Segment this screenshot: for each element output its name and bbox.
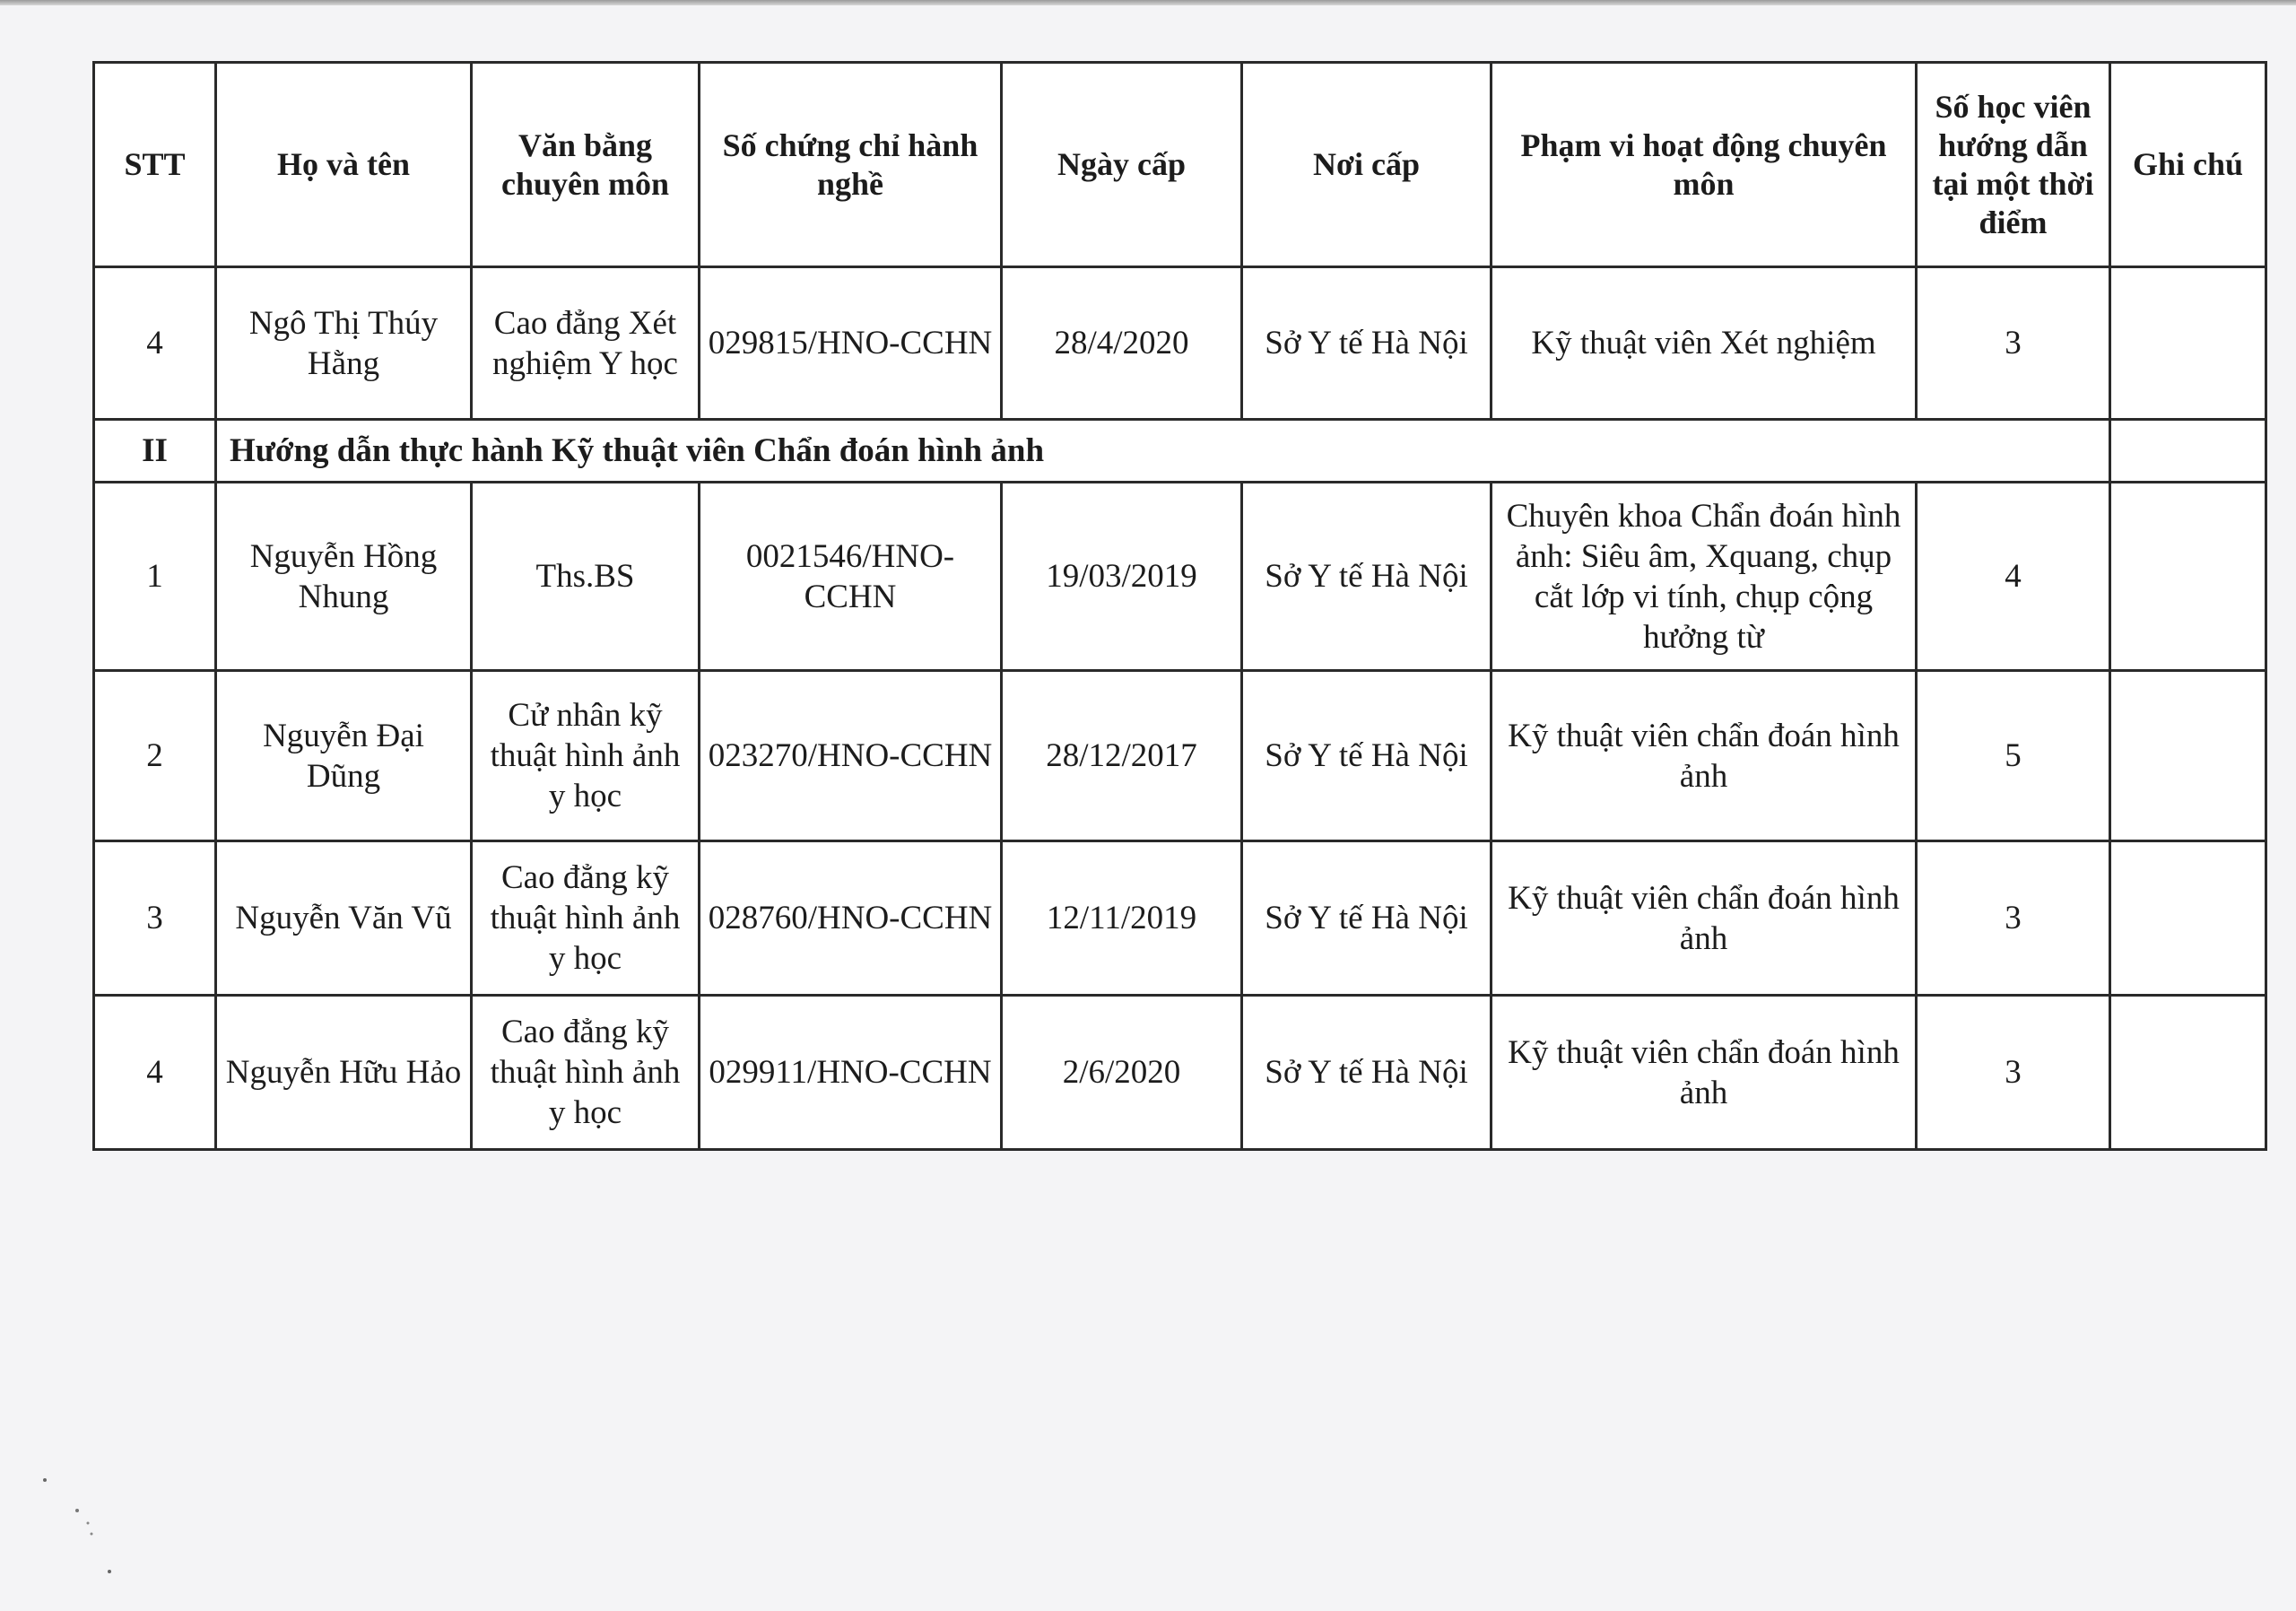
cell-notes — [2110, 420, 2266, 483]
cell-students: 3 — [1917, 841, 2110, 996]
cell-degree: Cao đẳng kỹ thuật hình ảnh y học — [472, 841, 700, 996]
table-row — [94, 671, 2266, 841]
cell-name: Nguyễn Đại Dũng — [216, 671, 472, 841]
section-number: II — [94, 420, 216, 483]
cell-degree: Cử nhân kỹ thuật hình ảnh y học — [472, 671, 700, 841]
cell-students: 4 — [1917, 483, 2110, 671]
cell-issue-date: 12/11/2019 — [1002, 841, 1242, 996]
table-row — [94, 996, 2266, 1150]
cell-degree: Cao đẳng Xét nghiệm Y học — [472, 267, 700, 420]
cell-issue-date: 28/12/2017 — [1002, 671, 1242, 841]
cell-name: Nguyễn Hồng Nhung — [216, 483, 472, 671]
cell-stt: 3 — [94, 841, 216, 996]
cell-degree: Ths.BS — [472, 483, 700, 671]
cell-stt: 4 — [94, 996, 216, 1150]
cell-issue-place: Sở Y tế Hà Nội — [1242, 841, 1492, 996]
header-certificate: Số chứng chỉ hành nghề — [700, 63, 1002, 267]
cell-notes — [2110, 267, 2266, 420]
cell-certificate: 029815/HNO-CCHN — [700, 267, 1002, 420]
cell-scope: Chuyên khoa Chẩn đoán hình ảnh: Siêu âm, Xquang, chụp cắt lớp vi tính, chụp cộng hưởng từ — [1492, 483, 1917, 671]
cell-stt: 4 — [94, 267, 216, 420]
cell-scope: Kỹ thuật viên chẩn đoán hình ảnh — [1492, 841, 1917, 996]
cell-students: 3 — [1917, 267, 2110, 420]
header-degree: Văn bằng chuyên môn — [472, 63, 700, 267]
header-issue-place: Nơi cấp — [1242, 63, 1492, 267]
cell-degree: Cao đẳng kỹ thuật hình ảnh y học — [472, 996, 700, 1150]
section-row — [94, 420, 2266, 483]
header-stt: STT — [94, 63, 216, 267]
cell-notes — [2110, 483, 2266, 671]
cell-notes — [2110, 996, 2266, 1150]
scan-top-edge — [0, 0, 2296, 5]
cell-notes — [2110, 671, 2266, 841]
cell-issue-date: 28/4/2020 — [1002, 267, 1242, 420]
cell-scope: Kỹ thuật viên chẩn đoán hình ảnh — [1492, 671, 1917, 841]
cell-issue-date: 19/03/2019 — [1002, 483, 1242, 671]
cell-issue-place: Sở Y tế Hà Nội — [1242, 267, 1492, 420]
cell-certificate: 028760/HNO-CCHN — [700, 841, 1002, 996]
cell-issue-place: Sở Y tế Hà Nội — [1242, 671, 1492, 841]
table-row — [94, 841, 2266, 996]
header-issue-date: Ngày cấp — [1002, 63, 1242, 267]
cell-name: Ngô Thị Thúy Hằng — [216, 267, 472, 420]
cell-certificate: 023270/HNO-CCHN — [700, 671, 1002, 841]
header-scope: Phạm vi hoạt động chuyên môn — [1492, 63, 1917, 267]
table-header-row — [94, 63, 2266, 267]
header-notes: Ghi chú — [2110, 63, 2266, 267]
cell-issue-place: Sở Y tế Hà Nội — [1242, 996, 1492, 1150]
cell-notes — [2110, 841, 2266, 996]
cell-stt: 1 — [94, 483, 216, 671]
cell-scope: Kỹ thuật viên chẩn đoán hình ảnh — [1492, 996, 1917, 1150]
instructor-table — [92, 61, 2267, 1151]
header-students: Số học viên hướng dẫn tại một thời điểm — [1917, 63, 2110, 267]
cell-certificate: 029911/HNO-CCHN — [700, 996, 1002, 1150]
cell-name: Nguyễn Văn Vũ — [216, 841, 472, 996]
cell-issue-place: Sở Y tế Hà Nội — [1242, 483, 1492, 671]
cell-stt: 2 — [94, 671, 216, 841]
table-row — [94, 483, 2266, 671]
cell-scope: Kỹ thuật viên Xét nghiệm — [1492, 267, 1917, 420]
scan-specks — [36, 1471, 144, 1597]
cell-name: Nguyễn Hữu Hảo — [216, 996, 472, 1150]
header-name: Họ và tên — [216, 63, 472, 267]
table-row — [94, 267, 2266, 420]
section-title: Hướng dẫn thực hành Kỹ thuật viên Chẩn đoán hình ảnh — [216, 420, 2110, 483]
cell-certificate: 0021546/HNO-CCHN — [700, 483, 1002, 671]
cell-issue-date: 2/6/2020 — [1002, 996, 1242, 1150]
cell-students: 3 — [1917, 996, 2110, 1150]
cell-students: 5 — [1917, 671, 2110, 841]
